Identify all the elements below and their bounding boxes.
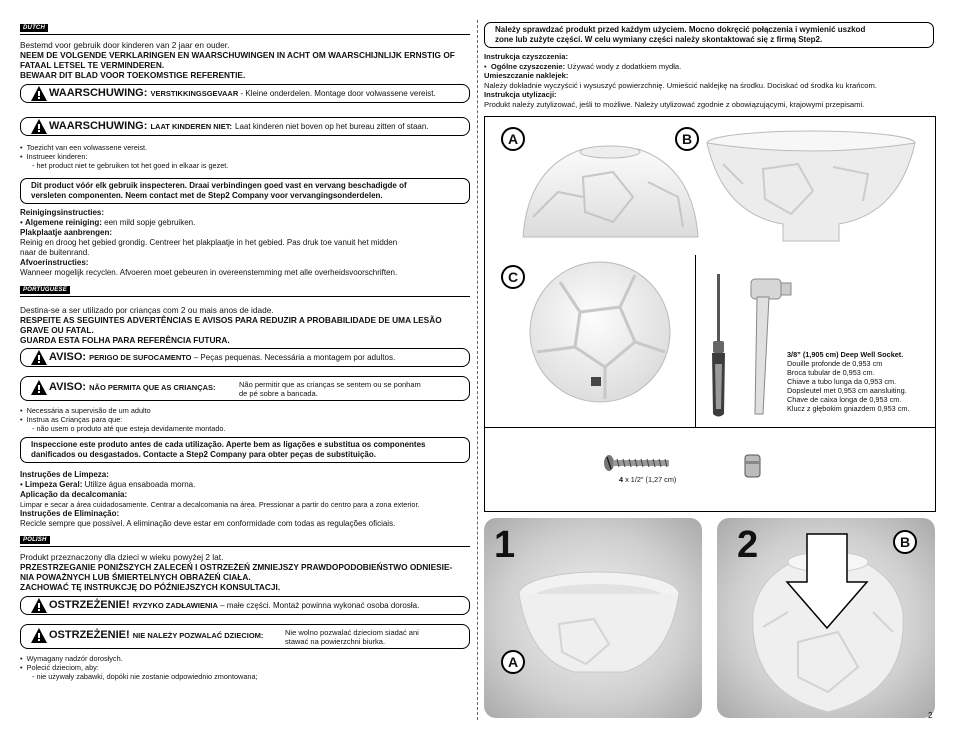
decal-text: naar de buitenrand.	[20, 248, 90, 257]
inspect-line: zone lub zużyte części. W celu wymiany części należy skontaktować się z firmą Step2.	[495, 35, 823, 44]
warning-triangle-icon	[31, 350, 47, 365]
part-b-label: B	[675, 127, 699, 151]
part-b-bowl-illustration	[703, 129, 919, 249]
inspect-line: danificados ou desgastados. Contacte a Step2 Company para obter peças de substituição.	[31, 450, 376, 459]
socket-translation: Broca tubular de 0,953 cm.	[787, 368, 875, 377]
dutch-intro-block	[20, 40, 475, 80]
polish-section-header	[20, 536, 470, 547]
list-item: • Instrua as Crianças para que:	[20, 415, 123, 424]
polish-supervision-list	[20, 654, 475, 681]
step-2-photo	[717, 518, 935, 718]
screw-size: x 1/2" (1,27 cm)	[623, 475, 677, 484]
socket-translation: Chave de caixa longa de 0,953 cm.	[787, 395, 902, 404]
decal-heading: Aplicação da decalcomania:	[20, 490, 128, 499]
inspect-line: Dit product vóór elk gebruik inspecteren. Draai verbindingen goed vast en vervang beschadigde of	[31, 181, 407, 190]
screwdriver-ratchet-illustration	[707, 269, 797, 419]
warning-description	[239, 380, 421, 398]
warning-title: WAARSCHUWING: VERSTIKKINGSGEVAAR - Kleine onderdelen. Montage door volwassene vereist.	[49, 87, 436, 99]
socket-title: 3/8” (1,905 cm) Deep Well Socket.	[787, 350, 904, 359]
list-item: • Instrueer kinderen:	[20, 152, 88, 161]
language-tag: POLISH	[20, 536, 50, 544]
decal-text: Należy dokładnie wyczyścić i wysuszyć powierzchnię. Umieścić naklejkę na środku. Dociskać od środka ku krańcom.	[484, 80, 877, 90]
heed-warning-line: RESPEITE AS SEGUINTES ADVERTÊNCIAS E AVISOS PARA REDUZIR A PROBABILIDADE DE UMA LESÃO	[20, 315, 442, 325]
screw-quantity: 4	[619, 475, 624, 484]
decal-heading: Plakplaatje aanbrengen:	[20, 228, 113, 237]
keep-sheet-text: ZACHOWAĆ TĘ INSTRUKCJĘ DO PÓŹNIEJSZYCH KONSULTACJI.	[20, 582, 281, 592]
list-subitem: - het product niet te gebruiken tot het goed in elkaar is gezet.	[32, 161, 229, 170]
cleaning-heading: Instruções de Limpeza:	[20, 470, 109, 479]
warning-title: AVISO: PERIGO DE SUFOCAMENTO – Peças pequenas. Necessária a montagem por adultos.	[49, 351, 396, 363]
heed-warning-line: NEEM DE VOLGENDE VERKLARINGEN EN WAARSCHUWINGEN IN ACHT OM WAARSCHIJNLIJK ERNSTIG OF	[20, 50, 455, 60]
cleaning-heading: Instrukcja czyszczenia:	[484, 52, 568, 61]
part-c-disc-illustration	[525, 257, 675, 407]
socket-translation: Klucz z głębokim gniazdem 0,953 cm.	[787, 404, 910, 413]
heed-warning-line: NIA POWAŻNYCH LUB ŚMIERTELNYCH OBRAŻEŃ CIAŁA.	[20, 572, 251, 582]
list-item: • Polecić dzieciom, aby:	[20, 663, 99, 672]
warning-choking	[20, 596, 470, 615]
portuguese-care-instructions	[20, 470, 475, 529]
cleaning-item: • Ogólne czyszczenie: Używać wody z dodatkiem mydła.	[484, 61, 682, 71]
warning-title: WAARSCHUWING: LAAT KINDEREN NIET: Laat kinderen niet boven op het bureau zitten of staan.	[49, 120, 429, 132]
keep-sheet-text: GUARDA ESTA FOLHA PARA REFERÊNCIA FUTURA.	[20, 335, 230, 345]
disposal-heading: Afvoerinstructies:	[20, 258, 89, 267]
warning-choking	[20, 348, 470, 367]
warning-description-line: stawać na powierzchni biurka.	[285, 637, 386, 646]
disposal-text: Produkt należy zutylizować, jeśli to możliwe. Należy utylizować zgodnie z obowiązującymi, krajowymi przepisami.	[484, 99, 865, 109]
warning-title: OSTRZEŻENIE! RYZYKO ZADŁAWIENIA – małe części. Montaż powinna wykonać osoba dorosła.	[49, 599, 420, 611]
decal-text: Limpar e secar a área cuidadosamente. Centrar a decalcomania na área. Pressionar a partir do centro para a zona exterior.	[20, 500, 420, 509]
socket-translation: Dopsleutel met 0,953 cm aansluiting.	[787, 386, 907, 395]
inspect-notice	[20, 437, 470, 463]
warning-do-not-allow	[20, 624, 470, 649]
panel-divider	[485, 427, 935, 428]
warning-triangle-icon	[31, 380, 47, 395]
panel-divider	[695, 255, 696, 427]
parts-panel	[484, 116, 936, 512]
list-subitem: - nie używały zabawki, dopóki nie zostanie odpowiednio zmontowana;	[32, 672, 258, 681]
polish-care-instructions	[484, 52, 944, 109]
inspect-line: versleten componenten. Neem contact met de Step2 Company voor vervangingsonderdelen.	[31, 191, 383, 200]
step-number: 2	[737, 524, 759, 566]
disposal-heading: Instrukcja utylizacji:	[484, 90, 557, 99]
step-2-part-label: B	[893, 530, 917, 554]
step-number: 1	[494, 524, 516, 566]
page-number: 2	[928, 711, 933, 720]
inspect-notice	[484, 22, 934, 48]
screw-caption	[619, 475, 676, 484]
intro-text: Produkt przeznaczony dla dzieci w wieku powyżej 2 lat.	[20, 552, 224, 562]
decal-text: Reinig en droog het gebied grondig. Centreer het plakplaatje in het gebied. Pas druk toe vanuit het midden	[20, 238, 398, 247]
nut-icon	[743, 453, 763, 479]
dutch-section-header	[20, 24, 470, 35]
inspect-line: Inspeccione este produto antes de cada utilização. Aperte bem as ligações e substitua os componentes	[31, 440, 426, 449]
warning-description-line: Nie wolno pozwalać dzieciom siadać ani	[285, 628, 419, 637]
list-item: • Toezicht van een volwassene vereist.	[20, 143, 148, 152]
cleaning-heading: Reinigingsinstructies:	[20, 208, 105, 217]
step-1-part-label: A	[501, 650, 525, 674]
intro-text: Bestemd voor gebruik door kinderen van 2 jaar en ouder.	[20, 40, 230, 50]
socket-translation: Chiave a tubo lunga da 0,953 cm.	[787, 377, 897, 386]
dutch-supervision-list	[20, 143, 475, 170]
part-a-label: A	[501, 127, 525, 151]
list-item: • Necessária a supervisão de um adulto	[20, 406, 151, 415]
heed-warning-line: PRZESTRZEGANIE PONIŻSZYCH ZALECEŃ I OSTRZEŻEŃ ZMNIEJSZY PRAWDOPODOBIEŃSTWO ODNIESIE-	[20, 562, 453, 572]
list-item: • Wymagany nadzór dorosłych.	[20, 654, 123, 663]
portuguese-supervision-list	[20, 406, 475, 433]
warning-do-not-allow	[20, 376, 470, 401]
insert-arrow-icon	[785, 532, 869, 630]
disposal-heading: Instruções de Eliminação:	[20, 509, 120, 518]
heed-warning-line: GRAVE OU FATAL.	[20, 325, 94, 335]
warning-description-line: Não permitir que as crianças se sentem ou se ponham	[239, 380, 421, 389]
heed-warning-line: FATAAL LETSEL TE VERMINDEREN.	[20, 60, 165, 70]
inspect-notice	[20, 178, 470, 204]
warning-triangle-icon	[31, 86, 47, 101]
warning-triangle-icon	[31, 598, 47, 613]
disposal-text: Recicle sempre que possível. A eliminação deve estar em conformidade com todas as regulações oficiais.	[20, 519, 396, 528]
dutch-care-instructions	[20, 208, 475, 278]
warning-title: OSTRZEŻENIE! NIE NALEŻY POZWALAĆ DZIECIOM:	[49, 629, 264, 641]
disposal-text: Wanneer mogelijk recyclen. Afvoeren moet gebeuren in overeenstemming met alle overheidsvoorschriften.	[20, 268, 398, 277]
step-1-photo	[484, 518, 702, 718]
column-divider	[477, 20, 478, 720]
part-a-dome-illustration	[513, 137, 703, 247]
socket-legend	[787, 350, 909, 413]
portuguese-section-header	[20, 286, 470, 297]
screw-icon	[603, 453, 673, 473]
warning-description	[285, 628, 419, 646]
warning-description-line: de pé sobre a bancada.	[239, 389, 318, 398]
cleaning-item: • Limpeza Geral: Utilize água ensaboada morna.	[20, 480, 196, 489]
warning-triangle-icon	[31, 119, 47, 134]
portuguese-intro-block	[20, 305, 475, 345]
language-tag: DUTCH	[20, 24, 48, 32]
part-c-label: C	[501, 265, 525, 289]
warning-title: AVISO: NÃO PERMITA QUE AS CRIANÇAS:	[49, 381, 216, 393]
list-subitem: - não usem o produto até que esteja devidamente montado.	[32, 424, 226, 433]
cleaning-item: • Algemene reiniging: een mild sopje gebruiken.	[20, 218, 196, 227]
inspect-line: Należy sprawdzać produkt przed każdym użyciem. Mocno dokręcić połączenia i wymienić uszkod	[495, 25, 866, 34]
step-1-bowl-illustration	[514, 564, 684, 684]
socket-translation: Douille profonde de 0,953 cm	[787, 359, 883, 368]
polish-intro-block	[20, 552, 475, 592]
intro-text: Destina-se a ser utilizado por crianças com 2 ou mais anos de idade.	[20, 305, 274, 315]
language-tag: PORTUGUESE	[20, 286, 70, 294]
warning-choking	[20, 84, 470, 103]
warning-do-not-allow	[20, 117, 470, 136]
keep-sheet-text: BEWAAR DIT BLAD VOOR TOEKOMSTIGE REFERENTIE.	[20, 70, 246, 80]
warning-triangle-icon	[31, 628, 47, 643]
decal-heading: Umieszczanie naklejek:	[484, 71, 569, 80]
